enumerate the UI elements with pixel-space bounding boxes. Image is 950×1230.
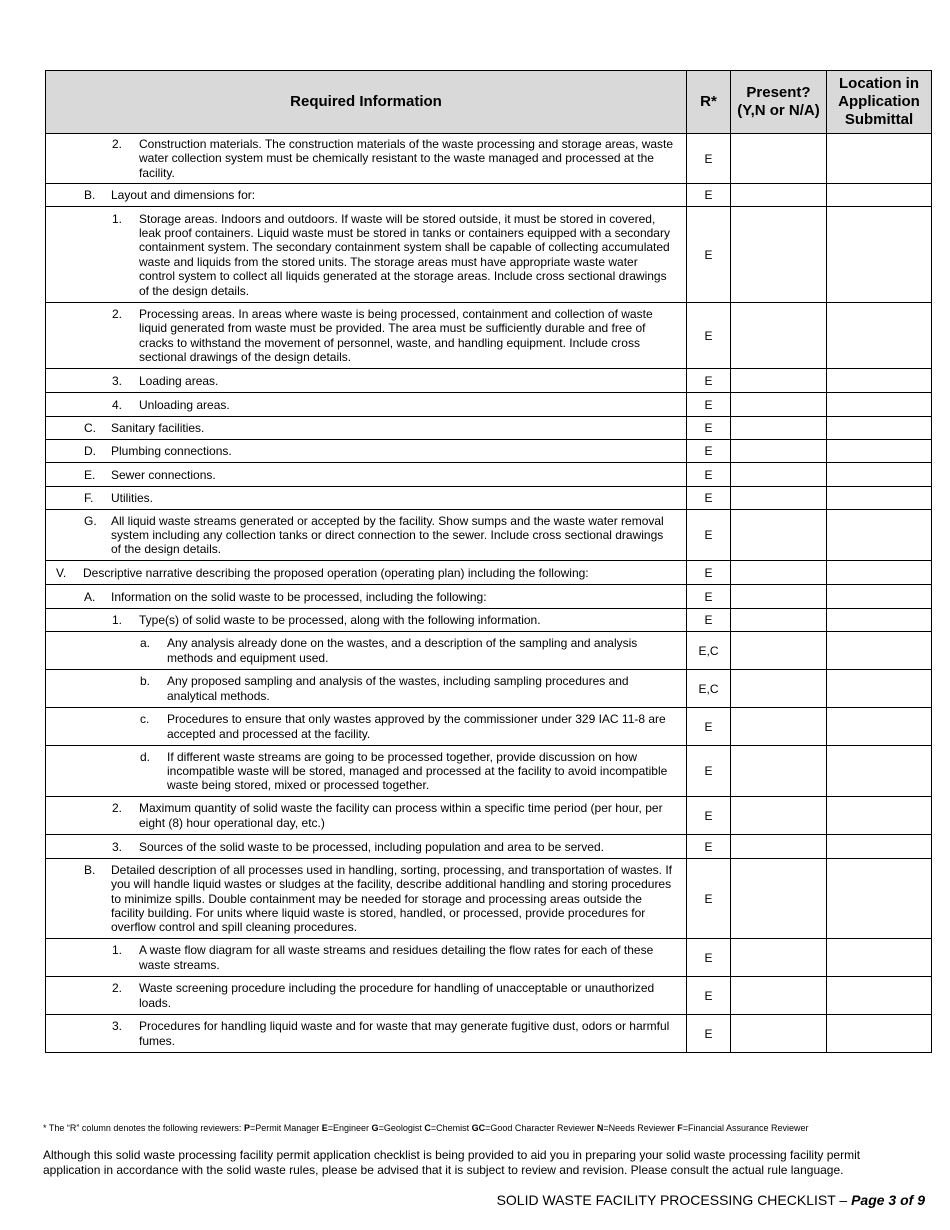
present-cell[interactable]	[731, 369, 827, 393]
reviewer-cell: E	[687, 510, 731, 561]
location-cell[interactable]	[827, 977, 932, 1015]
location-cell[interactable]	[827, 417, 932, 440]
reviewer-cell: E	[687, 859, 731, 939]
present-cell[interactable]	[731, 417, 827, 440]
item-marker: E.	[84, 467, 96, 482]
reviewer-code: N	[596, 1123, 604, 1133]
present-cell[interactable]	[731, 746, 827, 797]
reviewer-cell: E	[687, 977, 731, 1015]
table-row	[46, 670, 932, 708]
present-cell[interactable]	[731, 134, 827, 184]
item-text: A waste flow diagram for all waste streams and residues detailing the flow rates for each of these waste streams.	[139, 943, 654, 972]
item-text: Plumbing connections.	[111, 444, 232, 459]
present-cell[interactable]	[731, 835, 827, 859]
required-info-cell	[46, 632, 687, 670]
item-marker: a.	[140, 636, 151, 651]
location-cell[interactable]	[827, 1015, 932, 1053]
item-marker: 1.	[112, 943, 123, 958]
location-cell[interactable]	[827, 670, 932, 708]
present-cell[interactable]	[731, 440, 827, 463]
location-cell[interactable]	[827, 134, 932, 184]
table-row	[46, 1015, 932, 1053]
item-text: Waste screening procedure including the procedure for handling of unacceptable or unauthorized loads.	[139, 981, 655, 1010]
location-cell[interactable]	[827, 393, 932, 417]
table-row	[46, 632, 932, 670]
location-cell[interactable]	[827, 561, 932, 585]
table-row	[46, 134, 932, 184]
disclaimer: Although this solid waste processing facility permit application checklist is being provided to aid you in preparing your solid waste processing facility permit application in accordance with the solid waste rules, please be advised that it is subject to review and revision. Please consult the actual rule language.	[43, 1148, 861, 1177]
item-text: Maximum quantity of solid waste the facility can process within a specific time period (per hour, per eight (8) hour operational day, etc.)	[139, 801, 663, 830]
present-cell[interactable]	[731, 797, 827, 835]
header-reviewer: R*	[687, 71, 731, 134]
header-required-information: Required Information	[46, 71, 687, 134]
reviewer-cell: E,C	[687, 632, 731, 670]
required-info-cell	[46, 585, 687, 609]
present-cell[interactable]	[731, 859, 827, 939]
present-cell[interactable]	[731, 463, 827, 487]
reviewer-code: E	[321, 1123, 328, 1133]
table-row	[46, 746, 932, 797]
reviewer-cell: E	[687, 369, 731, 393]
footnote-prefix: * The “R” column denotes the following reviewers:	[43, 1123, 244, 1133]
item-text: Any proposed sampling and analysis of the wastes, including sampling procedures and analytical methods.	[167, 674, 629, 703]
item-marker: 3.	[112, 839, 123, 854]
item-text: Storage areas. Indoors and outdoors. If waste will be stored outside, it must be stored in covered, leak proof containers. Liquid waste must be stored in tanks or containers equipped with a secondary containment system. The secondary containment system shall be capable of collecting accumulated waste and liquids from the stored units. The storage areas must have appropriate waste water control system to collect all liquids generated at the storage areas. Include cross sectional drawings of the design details.	[139, 211, 670, 298]
reviewer-cell: E	[687, 585, 731, 609]
reviewer-code: GC	[471, 1123, 486, 1133]
location-cell[interactable]	[827, 510, 932, 561]
reviewer-cell: E	[687, 487, 731, 510]
location-cell[interactable]	[827, 609, 932, 632]
location-cell[interactable]	[827, 797, 932, 835]
item-marker: 2.	[112, 306, 123, 321]
item-text: Utilities.	[111, 491, 154, 506]
reviewer-code: P	[243, 1123, 250, 1133]
present-cell[interactable]	[731, 1015, 827, 1053]
required-info-cell	[46, 1015, 687, 1053]
item-text: Processing areas. In areas where waste is being processed, containment and collection of waste liquid generated from waste must be provided. The area must be sufficiently durable and free of cracks to withstand the movement of personnel, waste, and handling equipment. Include cross sectional drawings of the design details.	[139, 306, 653, 365]
reviewer-cell: E	[687, 746, 731, 797]
item-marker: C.	[84, 421, 96, 436]
item-marker: A.	[84, 589, 96, 604]
reviewer-cell: E	[687, 417, 731, 440]
reviewer-code: C	[424, 1123, 431, 1133]
item-text: Sanitary facilities.	[111, 421, 205, 436]
reviewer-label: =Permit Manager	[249, 1123, 322, 1133]
reviewer-cell: E,C	[687, 670, 731, 708]
reviewer-cell: E	[687, 134, 731, 184]
required-info-cell	[46, 303, 687, 369]
reviewer-cell: E	[687, 303, 731, 369]
required-info-cell	[46, 609, 687, 632]
location-cell[interactable]	[827, 939, 932, 977]
item-text: Procedures for handling liquid waste and for waste that may generate fugitive dust, odors or harmful fumes.	[139, 1019, 670, 1048]
present-cell[interactable]	[731, 977, 827, 1015]
item-text: Type(s) of solid waste to be processed, along with the following information.	[139, 613, 541, 628]
item-marker: D.	[84, 444, 96, 459]
location-cell[interactable]	[827, 632, 932, 670]
reviewer-cell: E	[687, 207, 731, 303]
present-cell[interactable]	[731, 561, 827, 585]
page-number: Page 3 of 9	[851, 1192, 925, 1208]
location-cell[interactable]	[827, 859, 932, 939]
item-marker: B.	[84, 188, 96, 203]
reviewer-cell: E	[687, 463, 731, 487]
item-text: Sewer connections.	[111, 467, 216, 482]
location-cell[interactable]	[827, 184, 932, 207]
reviewer-label: =Needs Reviewer	[603, 1123, 678, 1133]
reviewer-label: =Chemist	[430, 1123, 472, 1133]
item-text: Unloading areas.	[139, 397, 230, 412]
reviewer-cell: E	[687, 1015, 731, 1053]
present-cell[interactable]	[731, 510, 827, 561]
item-marker: 4.	[112, 397, 123, 412]
item-text: All liquid waste streams generated or accepted by the facility. Show sumps and the waste water removal system including any collection tanks or direct connection to the sewer. Include cross sectional drawings of the design details.	[111, 513, 664, 557]
item-marker: B.	[84, 862, 96, 877]
reviewer-cell: E	[687, 708, 731, 746]
reviewer-code: G	[371, 1123, 379, 1133]
table-row	[46, 939, 932, 977]
required-info-cell	[46, 670, 687, 708]
required-info-cell	[46, 561, 687, 585]
item-text: Loading areas.	[139, 373, 219, 388]
item-marker: G.	[84, 513, 97, 528]
item-marker: 3.	[112, 1019, 123, 1034]
header-present: Present? (Y,N or N/A)	[731, 71, 827, 134]
table-row	[46, 303, 932, 369]
required-info-cell	[46, 417, 687, 440]
present-cell[interactable]	[731, 585, 827, 609]
present-cell[interactable]	[731, 670, 827, 708]
item-marker: c.	[140, 712, 150, 727]
reviewer-cell: E	[687, 835, 731, 859]
table-row	[46, 585, 932, 609]
reviewer-code: F	[677, 1123, 683, 1133]
location-cell[interactable]	[827, 585, 932, 609]
item-marker: 3.	[112, 373, 123, 388]
table-row	[46, 207, 932, 303]
item-marker: d.	[140, 749, 151, 764]
required-info-cell	[46, 134, 687, 184]
present-cell[interactable]	[731, 207, 827, 303]
required-info-cell	[46, 510, 687, 561]
item-marker: 1.	[112, 211, 123, 226]
item-marker: 2.	[112, 137, 123, 151]
table-row	[46, 561, 932, 585]
reviewer-cell: E	[687, 939, 731, 977]
table-row	[46, 369, 932, 393]
location-cell[interactable]	[827, 440, 932, 463]
header-row	[46, 71, 932, 134]
required-info-cell	[46, 835, 687, 859]
location-cell[interactable]	[827, 207, 932, 303]
present-cell[interactable]	[731, 393, 827, 417]
required-info-cell	[46, 184, 687, 207]
item-marker: 2.	[112, 981, 123, 996]
table-row	[46, 487, 932, 510]
reviewer-cell: E	[687, 609, 731, 632]
location-cell[interactable]	[827, 835, 932, 859]
reviewer-label: =Geologist	[378, 1123, 425, 1133]
table-row	[46, 797, 932, 835]
footer-title: SOLID WASTE FACILITY PROCESSING CHECKLIST –	[496, 1192, 852, 1208]
table-row	[46, 609, 932, 632]
checklist-table	[45, 70, 932, 1053]
page-footer	[497, 1192, 925, 1208]
required-info-cell	[46, 939, 687, 977]
required-info-cell	[46, 207, 687, 303]
item-text: Layout and dimensions for:	[111, 188, 256, 203]
required-info-cell	[46, 487, 687, 510]
item-text: Procedures to ensure that only wastes approved by the commissioner under 329 IAC 11-8 are accepted and processed at the facility.	[167, 712, 666, 741]
reviewer-cell: E	[687, 184, 731, 207]
location-cell[interactable]	[827, 487, 932, 510]
required-info-cell	[46, 463, 687, 487]
required-info-cell	[46, 369, 687, 393]
table-row	[46, 859, 932, 939]
item-text: If different waste streams are going to be processed together, provide discussion on how incompatible waste will be stored, managed and processed at the facility to avoid incompatible waste being stored, mixed or processed together.	[167, 749, 668, 793]
header-location: Location in Application Submittal	[827, 71, 932, 134]
location-cell[interactable]	[827, 708, 932, 746]
item-marker: b.	[140, 674, 151, 689]
item-marker: F.	[84, 491, 94, 506]
present-cell[interactable]	[731, 939, 827, 977]
present-cell[interactable]	[731, 609, 827, 632]
reviewer-cell: E	[687, 393, 731, 417]
item-text: Construction materials. The construction materials of the waste processing and storage areas, waste water collection system must be chemically resistant to the waste managed and processed at the facility.	[139, 137, 674, 180]
reviewer-footnote	[43, 1123, 809, 1134]
present-cell[interactable]	[731, 632, 827, 670]
reviewer-label: =Financial Assurance Reviewer	[682, 1123, 809, 1133]
reviewer-cell: E	[687, 797, 731, 835]
required-info-cell	[46, 708, 687, 746]
present-cell[interactable]	[731, 487, 827, 510]
table-row	[46, 835, 932, 859]
table-row	[46, 510, 932, 561]
present-cell[interactable]	[731, 184, 827, 207]
location-cell[interactable]	[827, 303, 932, 369]
item-text: Information on the solid waste to be processed, including the following:	[111, 589, 487, 604]
required-info-cell	[46, 797, 687, 835]
location-cell[interactable]	[827, 463, 932, 487]
item-text: Any analysis already done on the wastes, and a description of the sampling and analysis methods and equipment used.	[167, 636, 638, 665]
table-row	[46, 708, 932, 746]
location-cell[interactable]	[827, 746, 932, 797]
required-info-cell	[46, 977, 687, 1015]
reviewer-cell: E	[687, 440, 731, 463]
item-text: Descriptive narrative describing the proposed operation (operating plan) including the following:	[83, 565, 589, 580]
item-text: Detailed description of all processes used in handling, sorting, processing, and transportation of wastes. If you will handle liquid wastes or sludges at the facility, describe additional handling and storing procedures to minimize spills. Double containment may be needed for storage and processing areas outside the facility building. For units where liquid waste is stored, handled, or processed, provide procedures for overflow control and spill cleaning procedures.	[111, 862, 672, 935]
required-info-cell	[46, 440, 687, 463]
present-cell[interactable]	[731, 708, 827, 746]
present-cell[interactable]	[731, 303, 827, 369]
reviewer-label: =Good Character Reviewer	[485, 1123, 597, 1133]
table-row	[46, 417, 932, 440]
required-info-cell	[46, 393, 687, 417]
reviewer-label: =Engineer	[327, 1123, 372, 1133]
table-row	[46, 463, 932, 487]
item-text: Sources of the solid waste to be processed, including population and area to be served.	[139, 839, 604, 854]
table-row	[46, 440, 932, 463]
item-marker: 1.	[112, 613, 123, 628]
reviewer-cell: E	[687, 561, 731, 585]
item-marker: 2.	[112, 801, 123, 816]
table-row	[46, 393, 932, 417]
location-cell[interactable]	[827, 369, 932, 393]
item-marker: V.	[56, 565, 67, 580]
required-info-cell	[46, 746, 687, 797]
table-row	[46, 184, 932, 207]
required-info-cell	[46, 859, 687, 939]
table-row	[46, 977, 932, 1015]
